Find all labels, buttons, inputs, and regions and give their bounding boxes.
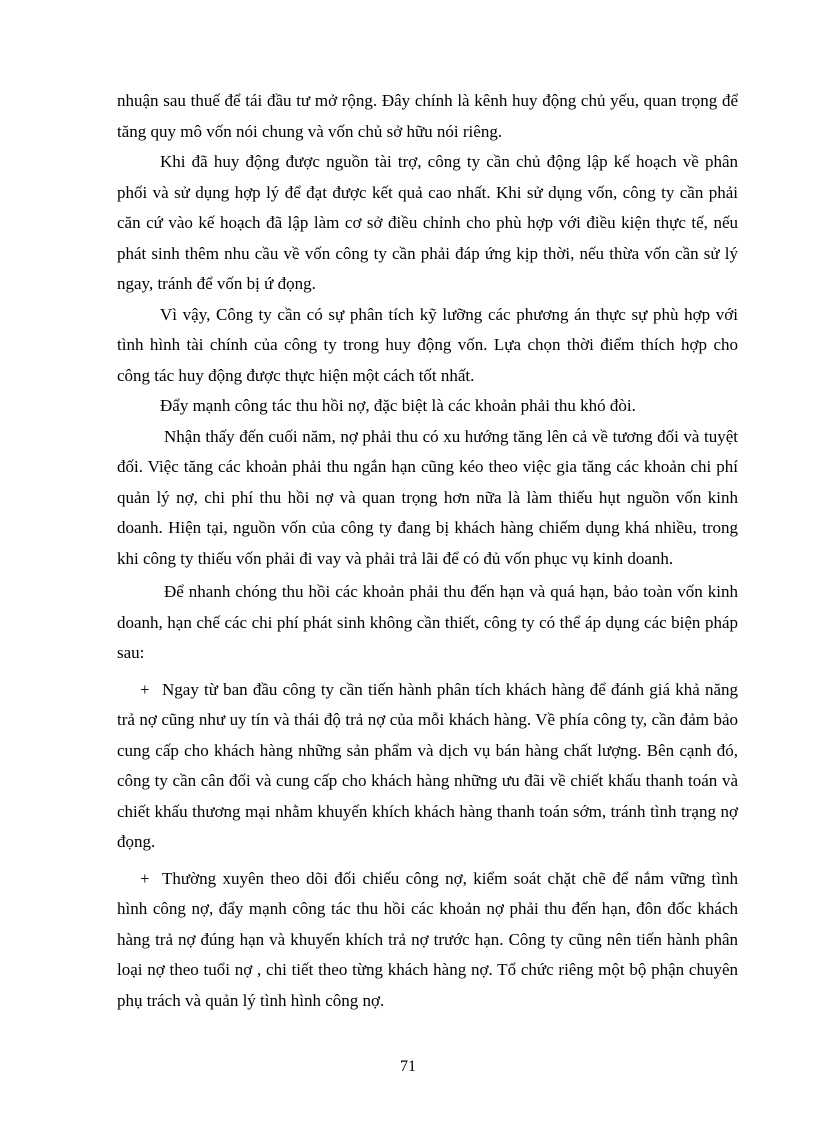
paragraph: Vì vậy, Công ty cần có sự phân tích kỹ lưỡng các phương án thực sự phù hợp với tình hình tài chính của công ty trong huy động vốn. Lựa chọn thời điểm thích hợp cho công tác huy động được thực hiện một cách tốt nhất. <box>117 304 738 385</box>
paragraph: nhuận sau thuế để tái đầu tư mở rộng. Đây chính là kênh huy động chủ yếu, quan trọng để tăng quy mô vốn nói chung và vốn chủ sở hữu nói riêng. <box>117 91 738 141</box>
bullet-item <box>117 675 738 858</box>
paragraph: Nhận thấy đến cuối năm, nợ phải thu có xu hướng tăng lên cả về tương đối và tuyệt đối. Việc tăng các khoản phải thu ngắn hạn cũng kéo theo việc gia tăng các khoản chi phí quản lý nợ, chi phí thu hồi nợ và quan trọng hơn nữa là làm thiếu hụt nguồn vốn kinh doanh. Hiện tại, nguồn vốn của công ty đang bị khách hàng chiếm dụng khá nhiều, trong khi công ty thiếu vốn phải đi vay và phải trả lãi để có đủ vốn phục vụ kinh doanh. <box>117 426 738 568</box>
bullet-text: Thường xuyên theo dõi đối chiếu công nợ, kiểm soát chặt chẽ để nắm vững tình hình công nợ, đẩy mạnh công tác thu hồi các khoản nợ phải thu đến hạn, đôn đốc khách hàng trả nợ đúng hạn và khuyến khích trả nợ trước hạn. Công ty cũng nên tiến hành phân loại nợ theo tuổi nợ , chi tiết theo từng khách hàng nợ. Tổ chức riêng một bộ phận chuyên phụ trách và quản lý tình hình công nợ. <box>117 868 738 1010</box>
page-number: 71 <box>400 1058 416 1075</box>
section-heading: Đẩy mạnh công tác thu hồi nợ, đặc biệt là các khoản phải thu khó đòi. <box>160 396 636 415</box>
paragraph: Khi đã huy động được nguồn tài trợ, công ty cần chủ động lập kế hoạch về phân phối và sử dụng hợp lý để đạt được kết quả cao nhất. Khi sử dụng vốn, công ty cần phải căn cứ vào kế hoạch đã lập làm cơ sở điều chỉnh cho phù hợp với điều kiện thực tế, nếu phát sinh thêm nhu cầu về vốn công ty cần phải đáp ứng kịp thời, nếu thừa vốn cần sử lý ngay, tránh để vốn bị ứ đọng. <box>117 152 738 293</box>
page-body <box>117 86 738 1016</box>
bullet-marker: + <box>140 679 150 699</box>
paragraph: Để nhanh chóng thu hồi các khoản phải thu đến hạn và quá hạn, bảo toàn vốn kinh doanh, hạn chế các chi phí phát sinh không cần thiết, công ty có thể áp dụng các biện pháp sau: <box>117 582 738 662</box>
bullet-text: Ngay từ ban đầu công ty cần tiến hành phân tích khách hàng để đánh giá khả năng trả nợ cũng như uy tín và thái độ trả nợ của mỗi khách hàng. Về phía công ty, cần đảm bảo cung cấp cho khách hàng những sản phẩm và dịch vụ bán hàng chất lượng. Bên cạnh đó, công ty cần cân đối và cung cấp cho khách hàng những ưu đãi về chiết khấu thanh toán và chiết khấu thương mại nhằm khuyến khích khách hàng thanh toán sớm, tránh tình trạng nợ đọng. <box>117 679 738 851</box>
bullet-marker: + <box>140 868 150 888</box>
bullet-item <box>117 864 738 1017</box>
